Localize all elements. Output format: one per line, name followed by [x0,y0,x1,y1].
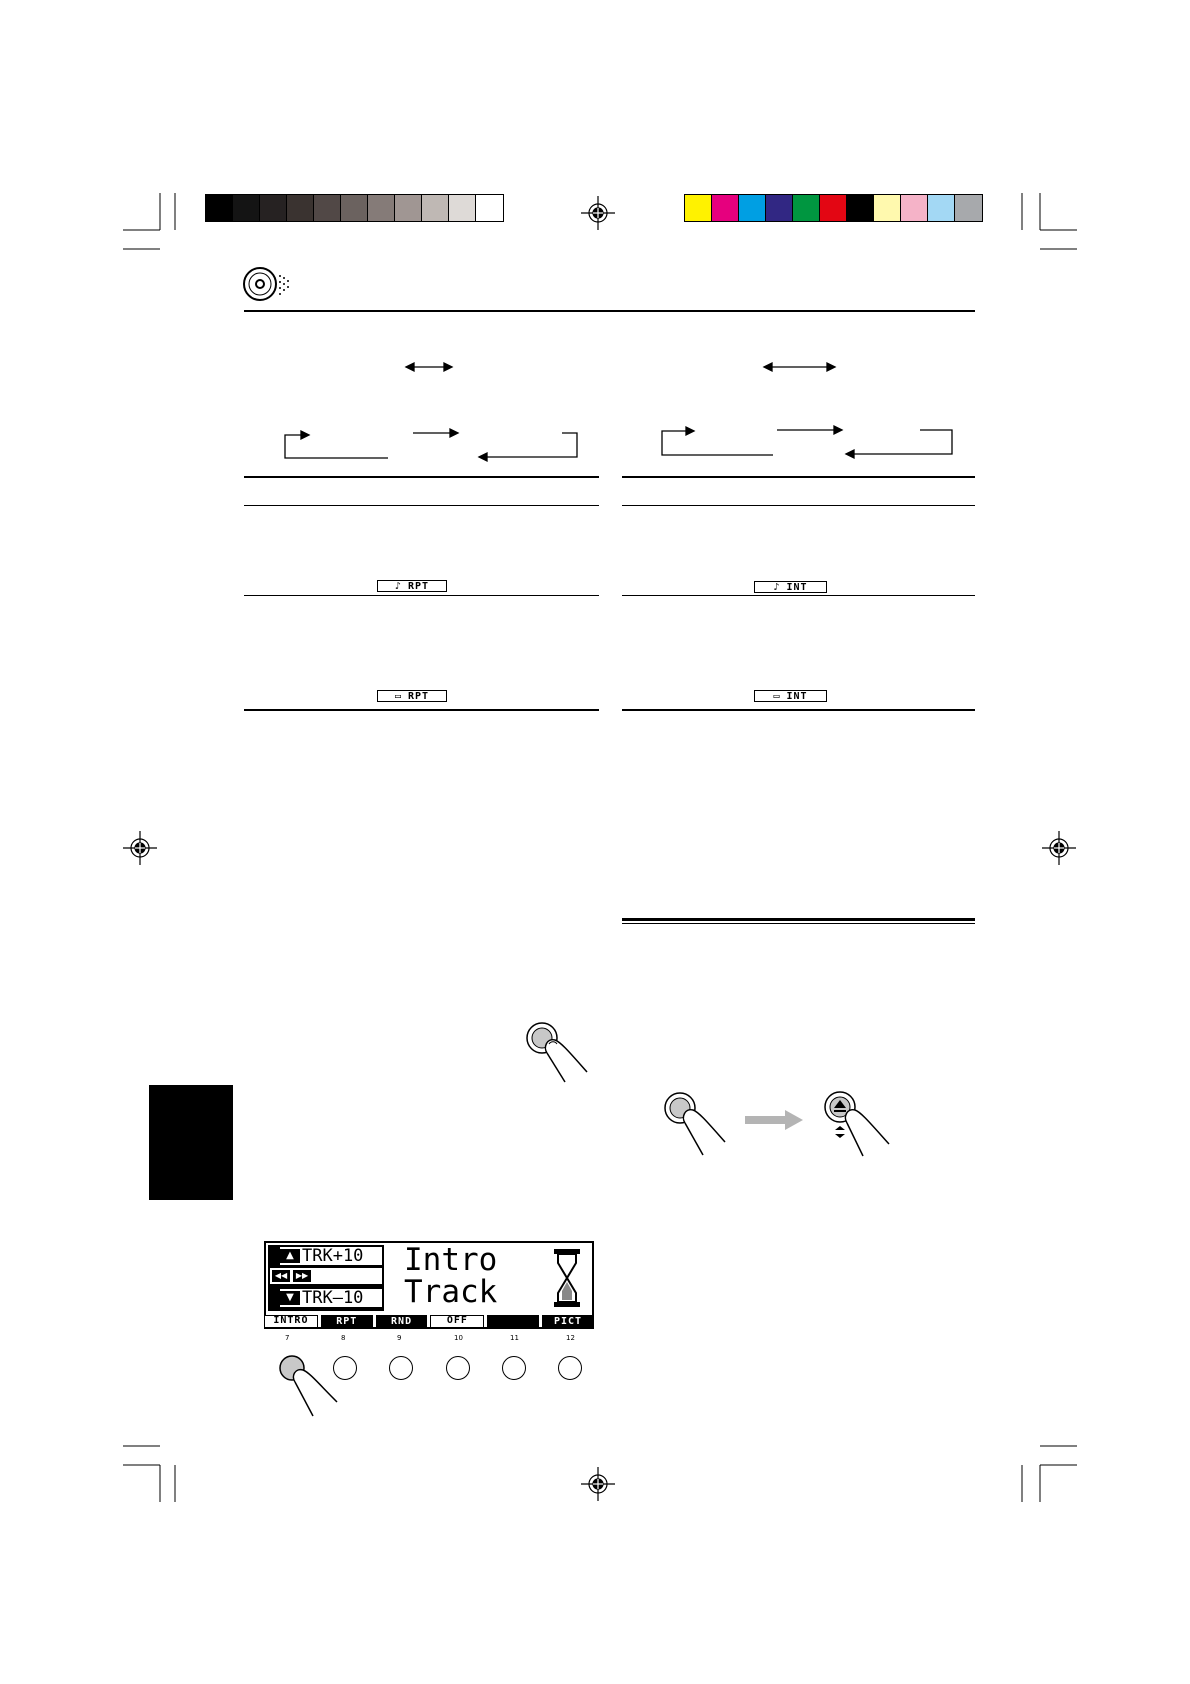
right-table-row-rule [622,595,975,596]
track-repeat-indicator: ♪ RPT [377,580,447,592]
preset-button-10[interactable] [446,1356,470,1380]
trk-down-row: ▼ TRK–10 [280,1289,382,1307]
note-icon: ♪ [773,581,781,593]
folder-icon: ▭ [773,690,781,702]
softkey-intro: INTRO [264,1315,318,1328]
track-intro-indicator: ♪ INT [754,581,827,593]
right-table-bottom-rule [622,709,975,711]
softkey-blank [487,1315,539,1328]
section-double-rule-bottom [622,923,975,924]
folder-intro-indicator: ▭ INT [754,690,827,702]
trk-up-row: ▲ TRK+10 [280,1247,382,1265]
cd-icon [242,266,298,302]
preset-number-10: 10 [454,1334,463,1342]
preset-number-12: 12 [566,1334,575,1342]
note-icon: ♪ [394,580,402,592]
language-tab [149,1085,233,1200]
finger-press-icon [275,1350,345,1420]
folder-icon: ▭ [394,690,402,702]
preset-button-11[interactable] [502,1356,526,1380]
softkey-pict: PICT [542,1315,594,1328]
preset-button-12[interactable] [558,1356,582,1380]
arrow-down-icon: ▼ [280,1291,300,1305]
softkey-rpt: RPT [321,1315,373,1328]
preset-number-9: 9 [397,1334,402,1342]
section-double-rule-top [622,918,975,921]
left-table-row-rule [244,595,599,596]
preset-button-9[interactable] [389,1356,413,1380]
skip-back-icon: ◀◀ [272,1270,290,1282]
left-table-bottom-rule [244,709,599,711]
preset-number-7: 7 [285,1334,290,1342]
softkey-off: OFF [430,1315,484,1328]
right-table-top-rule [622,476,975,478]
softkey-rnd: RND [376,1315,428,1328]
preset-number-11: 11 [510,1334,519,1342]
finger-press-icon [663,1090,733,1160]
arrow-right-icon [745,1110,805,1130]
eject-button-icon [823,1090,893,1160]
arrow-up-icon: ▲ [280,1249,300,1263]
folder-repeat-indicator: ▭ RPT [377,690,447,702]
left-table-header-rule [244,505,599,506]
header-rule [244,310,975,312]
hourglass-icon [554,1249,580,1307]
lcd-softkey-bar [264,1315,594,1328]
lcd-main-text: Intro Track [404,1242,498,1310]
skip-row [270,1268,382,1284]
mode-cycle-diagrams [0,350,1190,470]
preset-number-8: 8 [341,1334,346,1342]
finger-press-icon [525,1020,595,1085]
skip-forward-icon: ▶▶ [293,1270,311,1282]
left-table-top-rule [244,476,599,478]
right-table-header-rule [622,505,975,506]
